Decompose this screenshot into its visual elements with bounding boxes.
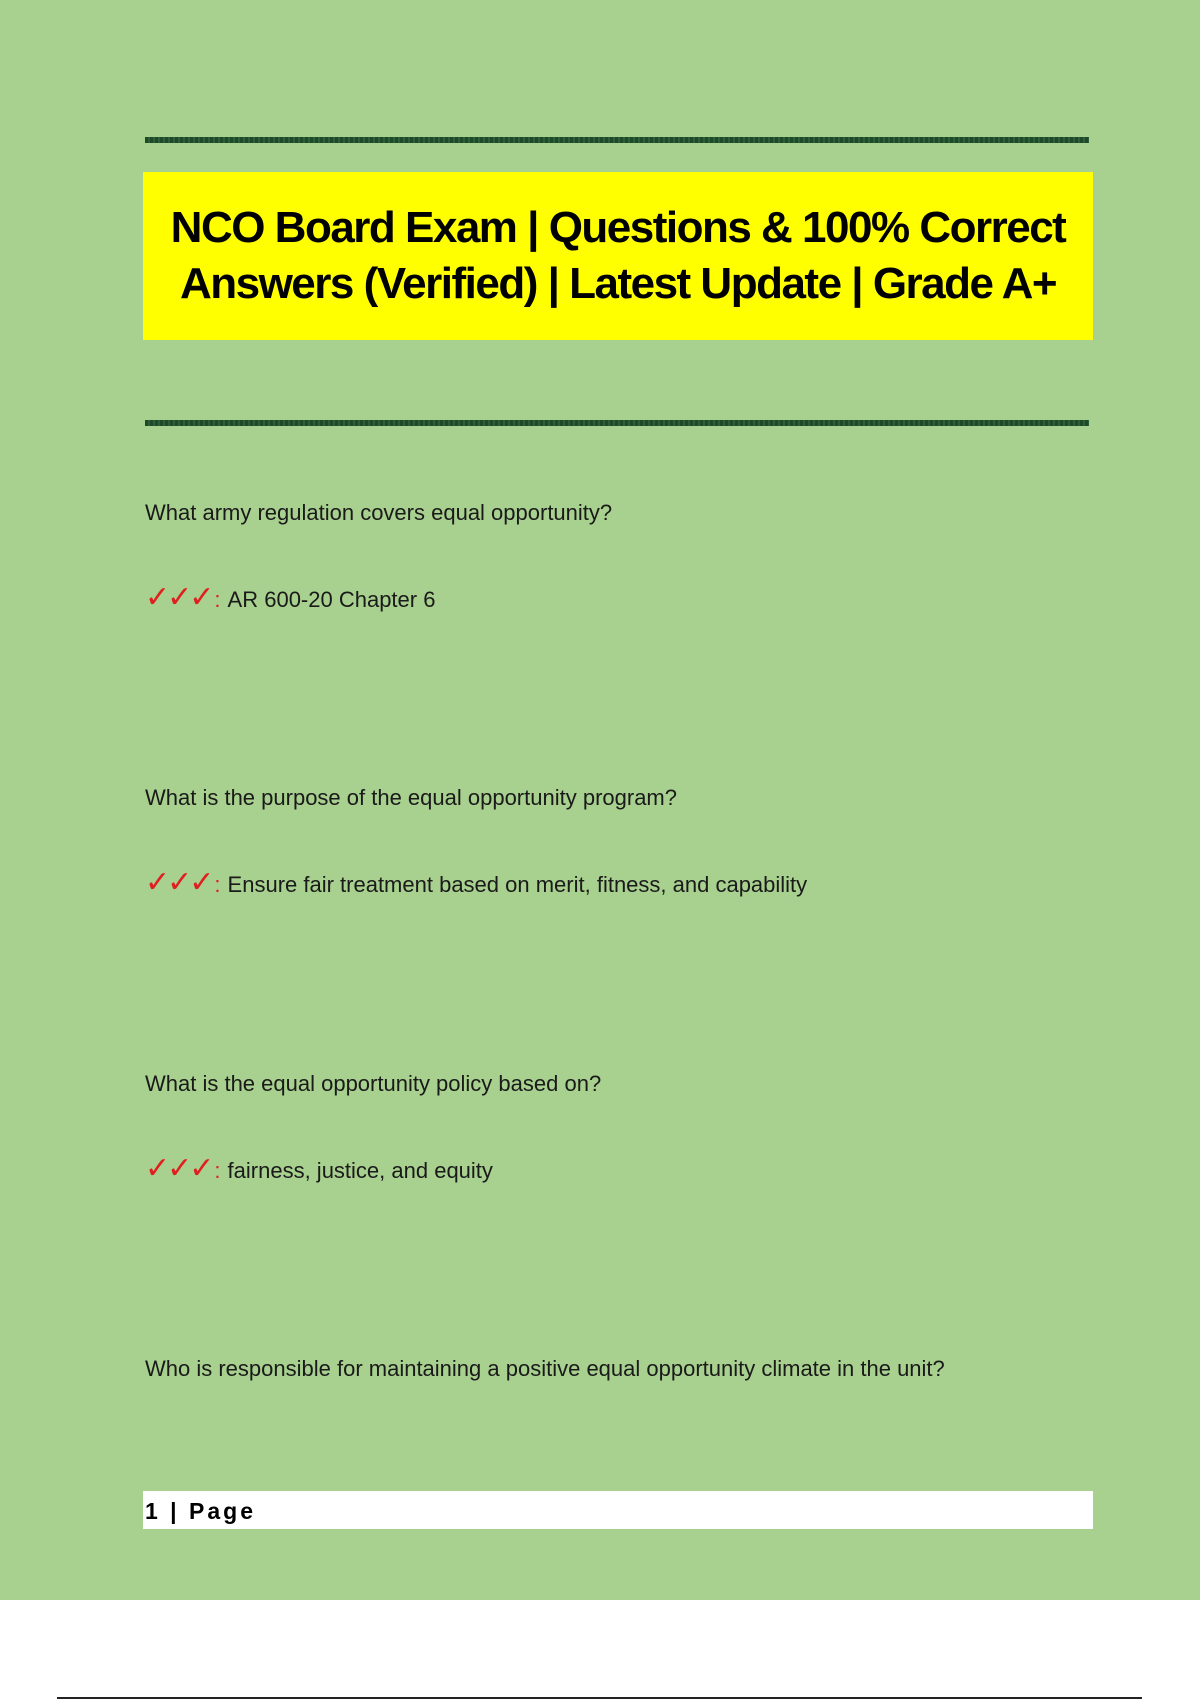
page-footer <box>143 1491 1093 1529</box>
answer-separator: : <box>214 587 221 612</box>
answer-line <box>145 580 435 615</box>
answer-line <box>145 865 807 900</box>
checkmark-icon: ✓✓✓ <box>145 865 212 900</box>
answer-text: fairness, justice, and equity <box>227 1158 493 1183</box>
page-number-label: 1 | Page <box>145 1498 256 1524</box>
title-highlight-box <box>143 172 1093 340</box>
answer-line <box>145 1151 493 1186</box>
document-title: NCO Board Exam | Questions & 100% Correct Answers (Verified) | Latest Update | Grade A+ <box>170 203 1066 308</box>
checkmark-icon: ✓✓✓ <box>145 580 212 615</box>
question-text: What is the equal opportunity policy based on? <box>145 1071 602 1096</box>
answer-text: Ensure fair treatment based on merit, fitness, and capability <box>227 872 808 897</box>
top-divider-rule <box>145 137 1089 143</box>
answer-separator: : <box>214 1158 221 1183</box>
checkmark-icon: ✓✓✓ <box>145 1151 212 1186</box>
question-text: What is the purpose of the equal opportunity program? <box>145 785 677 810</box>
answer-text: AR 600-20 Chapter 6 <box>227 587 436 612</box>
question-text: Who is responsible for maintaining a positive equal opportunity climate in the unit? <box>145 1356 945 1381</box>
next-page-border-line <box>57 1697 1142 1699</box>
question-text: What army regulation covers equal opportunity? <box>145 500 613 525</box>
answer-separator: : <box>214 872 221 897</box>
bottom-divider-rule <box>145 420 1089 426</box>
